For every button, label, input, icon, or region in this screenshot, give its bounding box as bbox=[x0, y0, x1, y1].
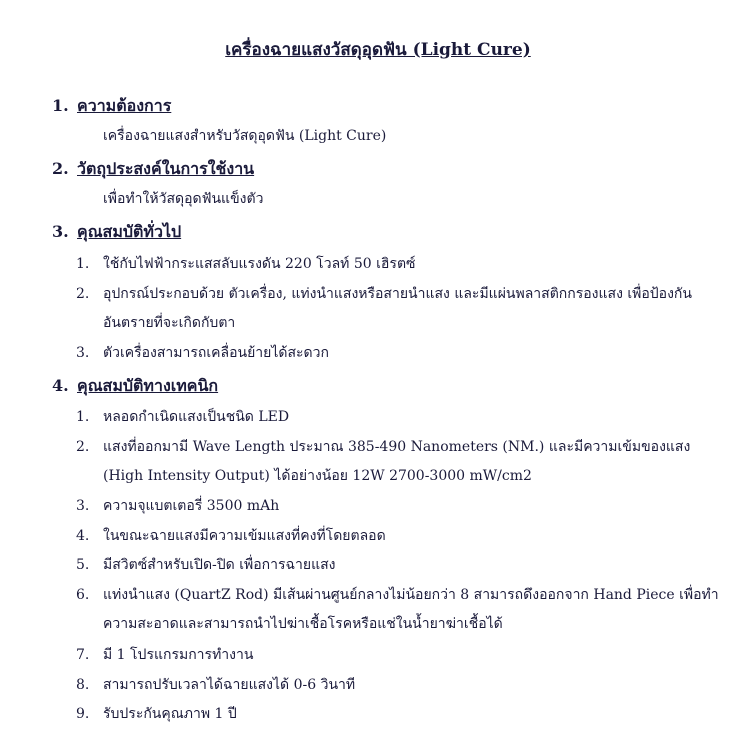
list-item bbox=[76, 342, 329, 364]
item-text: รับประกันคุณภาพ 1 ปี bbox=[103, 706, 237, 722]
list-item bbox=[76, 584, 719, 606]
item-number: 2. bbox=[76, 439, 90, 455]
item-text: แสงที่ออกมามี Wave Length ประมาณ 385-490 Nanometers (NM.) และมีความเข้มของแสง bbox=[103, 439, 691, 455]
item-text: ใช้กับไฟฟ้ากระแสสลับแรงดัน 220 โวลท์ 50 เฮิรตซ์ bbox=[103, 256, 416, 272]
item-text: ความจุแบตเตอรี่ 3500 mAh bbox=[103, 498, 280, 514]
item-number: 9. bbox=[76, 706, 90, 722]
item-number: 8. bbox=[76, 677, 90, 693]
section-text: เครื่องฉายแสงสำหรับวัสดุอุดฟัน (Light Cure) bbox=[103, 128, 387, 144]
item-number: 3. bbox=[76, 345, 90, 361]
item-number: 1. bbox=[76, 409, 90, 425]
section-heading bbox=[52, 157, 254, 182]
item-continuation: ความสะอาดและสามารถนำไปฆ่าเชื้อโรคหรือแช่ในน้ำยาฆ่าเชื้อได้ bbox=[103, 616, 503, 632]
list-item bbox=[76, 703, 237, 725]
section-number: 3. bbox=[52, 222, 69, 241]
item-number: 2. bbox=[76, 286, 90, 302]
item-text: แท่งนำแสง (QuartZ Rod) มีเส้นผ่านศูนย์กลางไม่น้อยกว่า 8 สามารถดึงออกจาก Hand Piece เพื่อทำ bbox=[103, 587, 719, 603]
item-text: ในขณะฉายแสงมีความเข้มแสงที่คงที่โดยตลอด bbox=[103, 528, 386, 544]
item-continuation: (High Intensity Output) ได้อย่างน้อย 12W 2700-3000 mW/cm2 bbox=[103, 468, 532, 484]
section-heading bbox=[52, 220, 181, 245]
document-title: เครื่องฉายแสงวัสดุอุดฟัน (Light Cure) bbox=[225, 40, 531, 60]
list-item bbox=[76, 674, 355, 696]
list-item bbox=[76, 406, 289, 428]
list-item bbox=[76, 283, 692, 305]
section-heading bbox=[52, 374, 218, 399]
item-number: 6. bbox=[76, 587, 90, 603]
section-text: เพื่อทำให้วัสดุอุดฟันแข็งตัว bbox=[103, 191, 264, 207]
item-text: มี 1 โปรแกรมการทำงาน bbox=[103, 647, 254, 663]
section-heading bbox=[52, 94, 171, 119]
list-item bbox=[76, 525, 386, 547]
section-title: ความต้องการ bbox=[77, 96, 172, 115]
list-item bbox=[76, 436, 690, 458]
section-number: 4. bbox=[52, 376, 69, 395]
item-text: ตัวเครื่องสามารถเคลื่อนย้ายได้สะดวก bbox=[103, 345, 329, 361]
list-item bbox=[76, 495, 279, 517]
item-number: 4. bbox=[76, 528, 90, 544]
item-text: อุปกรณ์ประกอบด้วย ตัวเครื่อง, แท่งนำแสงหรือสายนำแสง และมีแผ่นพลาสติกกรองแสง เพื่อป้องกัน bbox=[103, 286, 692, 302]
item-continuation: อันตรายที่จะเกิดกับตา bbox=[103, 315, 236, 331]
section-number: 1. bbox=[52, 96, 69, 115]
item-number: 3. bbox=[76, 498, 90, 514]
list-item bbox=[76, 644, 253, 666]
item-number: 5. bbox=[76, 557, 90, 573]
item-text: สามารถปรับเวลาได้ฉายแสงได้ 0-6 วินาที bbox=[103, 677, 356, 693]
list-item bbox=[76, 554, 335, 576]
section-number: 2. bbox=[52, 159, 69, 178]
item-text: มีสวิตซ์สำหรับเปิด-ปิด เพื่อการฉายแสง bbox=[103, 557, 336, 573]
item-number: 7. bbox=[76, 647, 90, 663]
item-text: หลอดกำเนิดแสงเป็นชนิด LED bbox=[103, 409, 290, 425]
item-number: 1. bbox=[76, 256, 90, 272]
section-title: คุณสมบัติทางเทคนิก bbox=[77, 376, 219, 395]
section-title: วัตถุประสงค์ในการใช้งาน bbox=[77, 159, 255, 178]
section-title: คุณสมบัติทั่วไป bbox=[77, 222, 182, 241]
list-item bbox=[76, 253, 416, 275]
